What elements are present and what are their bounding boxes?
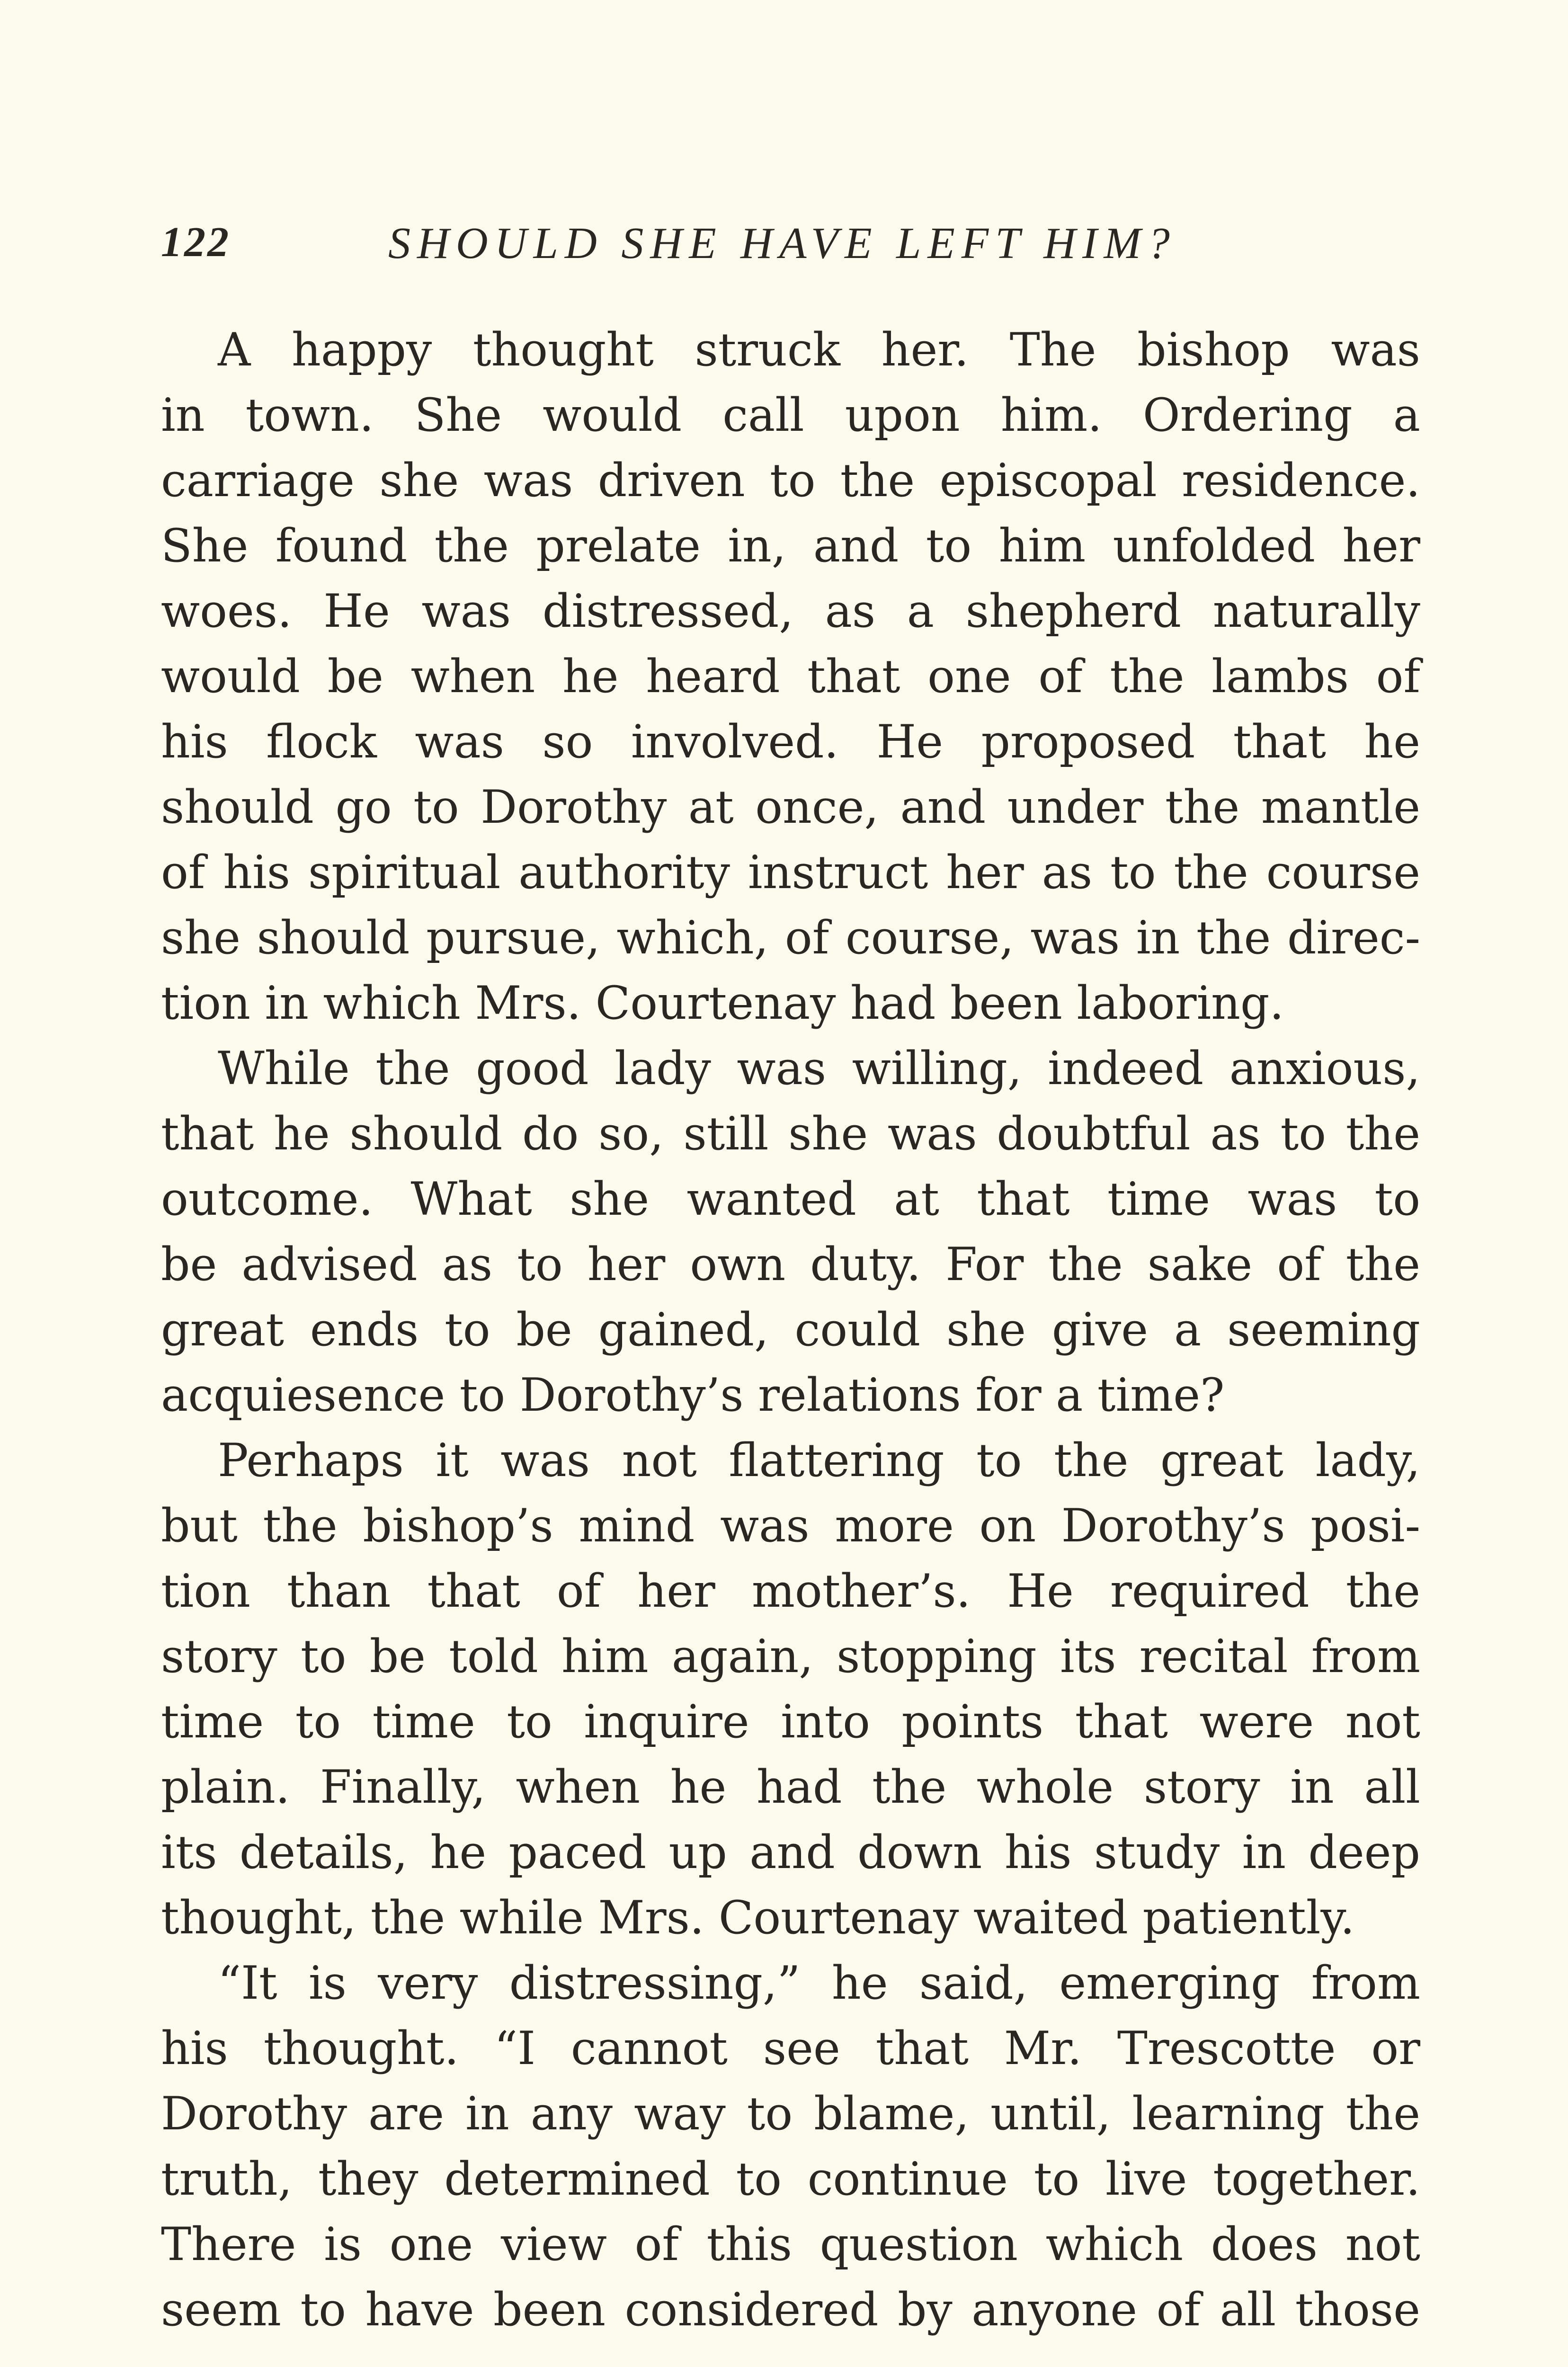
paragraph-3 xyxy=(161,1428,1420,1950)
text-line: thought, the while Mrs. Courtenay waited patiently. xyxy=(161,1891,1355,1944)
paragraph-1 xyxy=(161,317,1420,1036)
text-line: outcome. What she wanted at that time was to xyxy=(161,1173,1420,1226)
text-line: great ends to be gained, could she give a seeming xyxy=(161,1303,1420,1356)
text-line: truth, they determined to continue to live together. xyxy=(161,2153,1420,2206)
text-line: story to be told him again, stopping its recital from xyxy=(161,1630,1420,1683)
text-line: Dorothy are in any way to blame, until, learning the xyxy=(161,2087,1420,2140)
text-line: plain. Finally, when he had the whole story in all xyxy=(161,1761,1420,1814)
text-line: of his spiritual authority instruct her as to the course xyxy=(161,846,1420,899)
text-line: would be when he heard that one of the lambs of xyxy=(161,650,1420,703)
text-line: should go to Dorothy at once, and under the mantle xyxy=(161,781,1420,834)
text-line: but the bishop’s mind was more on Dorothy’s posi- xyxy=(161,1499,1420,1552)
body-text xyxy=(161,317,1420,2342)
paragraph-4 xyxy=(161,1950,1420,2342)
text-line: tion in which Mrs. Courtenay had been laboring. xyxy=(161,977,1284,1030)
text-line: A happy thought struck her. The bishop was xyxy=(218,323,1420,376)
text-line: his flock was so involved. He proposed that he xyxy=(161,715,1420,768)
text-line: acquiesence to Dorothy’s relations for a time? xyxy=(161,1369,1225,1422)
text-line: in town. She would call upon him. Ordering a xyxy=(161,389,1420,442)
running-title: SHOULD SHE HAVE LEFT HIM? xyxy=(388,219,1176,268)
paragraph-2 xyxy=(161,1036,1420,1428)
text-line: be advised as to her own duty. For the sake of the xyxy=(161,1238,1420,1291)
text-line: “It is very distressing,” he said, emerging from xyxy=(218,1957,1420,2010)
text-line: Perhaps it was not flattering to the great lady, xyxy=(218,1434,1420,1487)
text-line: While the good lady was willing, indeed anxious, xyxy=(218,1042,1420,1095)
text-line: carriage she was driven to the episcopal residence. xyxy=(161,454,1420,507)
text-line: his thought. “I cannot see that Mr. Trescotte or xyxy=(161,2022,1420,2075)
text-line: woes. He was distressed, as a shepherd naturally xyxy=(161,585,1420,638)
text-line: she should pursue, which, of course, was in the direc- xyxy=(161,911,1420,964)
running-head xyxy=(161,218,1420,279)
text-line: There is one view of this question which does not xyxy=(161,2218,1420,2271)
text-line: seem to have been considered by anyone of all those xyxy=(161,2283,1420,2336)
text-line: time to time to inquire into points that were not xyxy=(161,1695,1420,1748)
text-line: its details, he paced up and down his study in deep xyxy=(161,1826,1420,1879)
text-line: that he should do so, still she was doubtful as to the xyxy=(161,1107,1420,1160)
text-line: tion than that of her mother’s. He required the xyxy=(161,1565,1420,1618)
text-line: She found the prelate in, and to him unfolded her xyxy=(161,519,1420,572)
page-number: 122 xyxy=(161,219,231,266)
